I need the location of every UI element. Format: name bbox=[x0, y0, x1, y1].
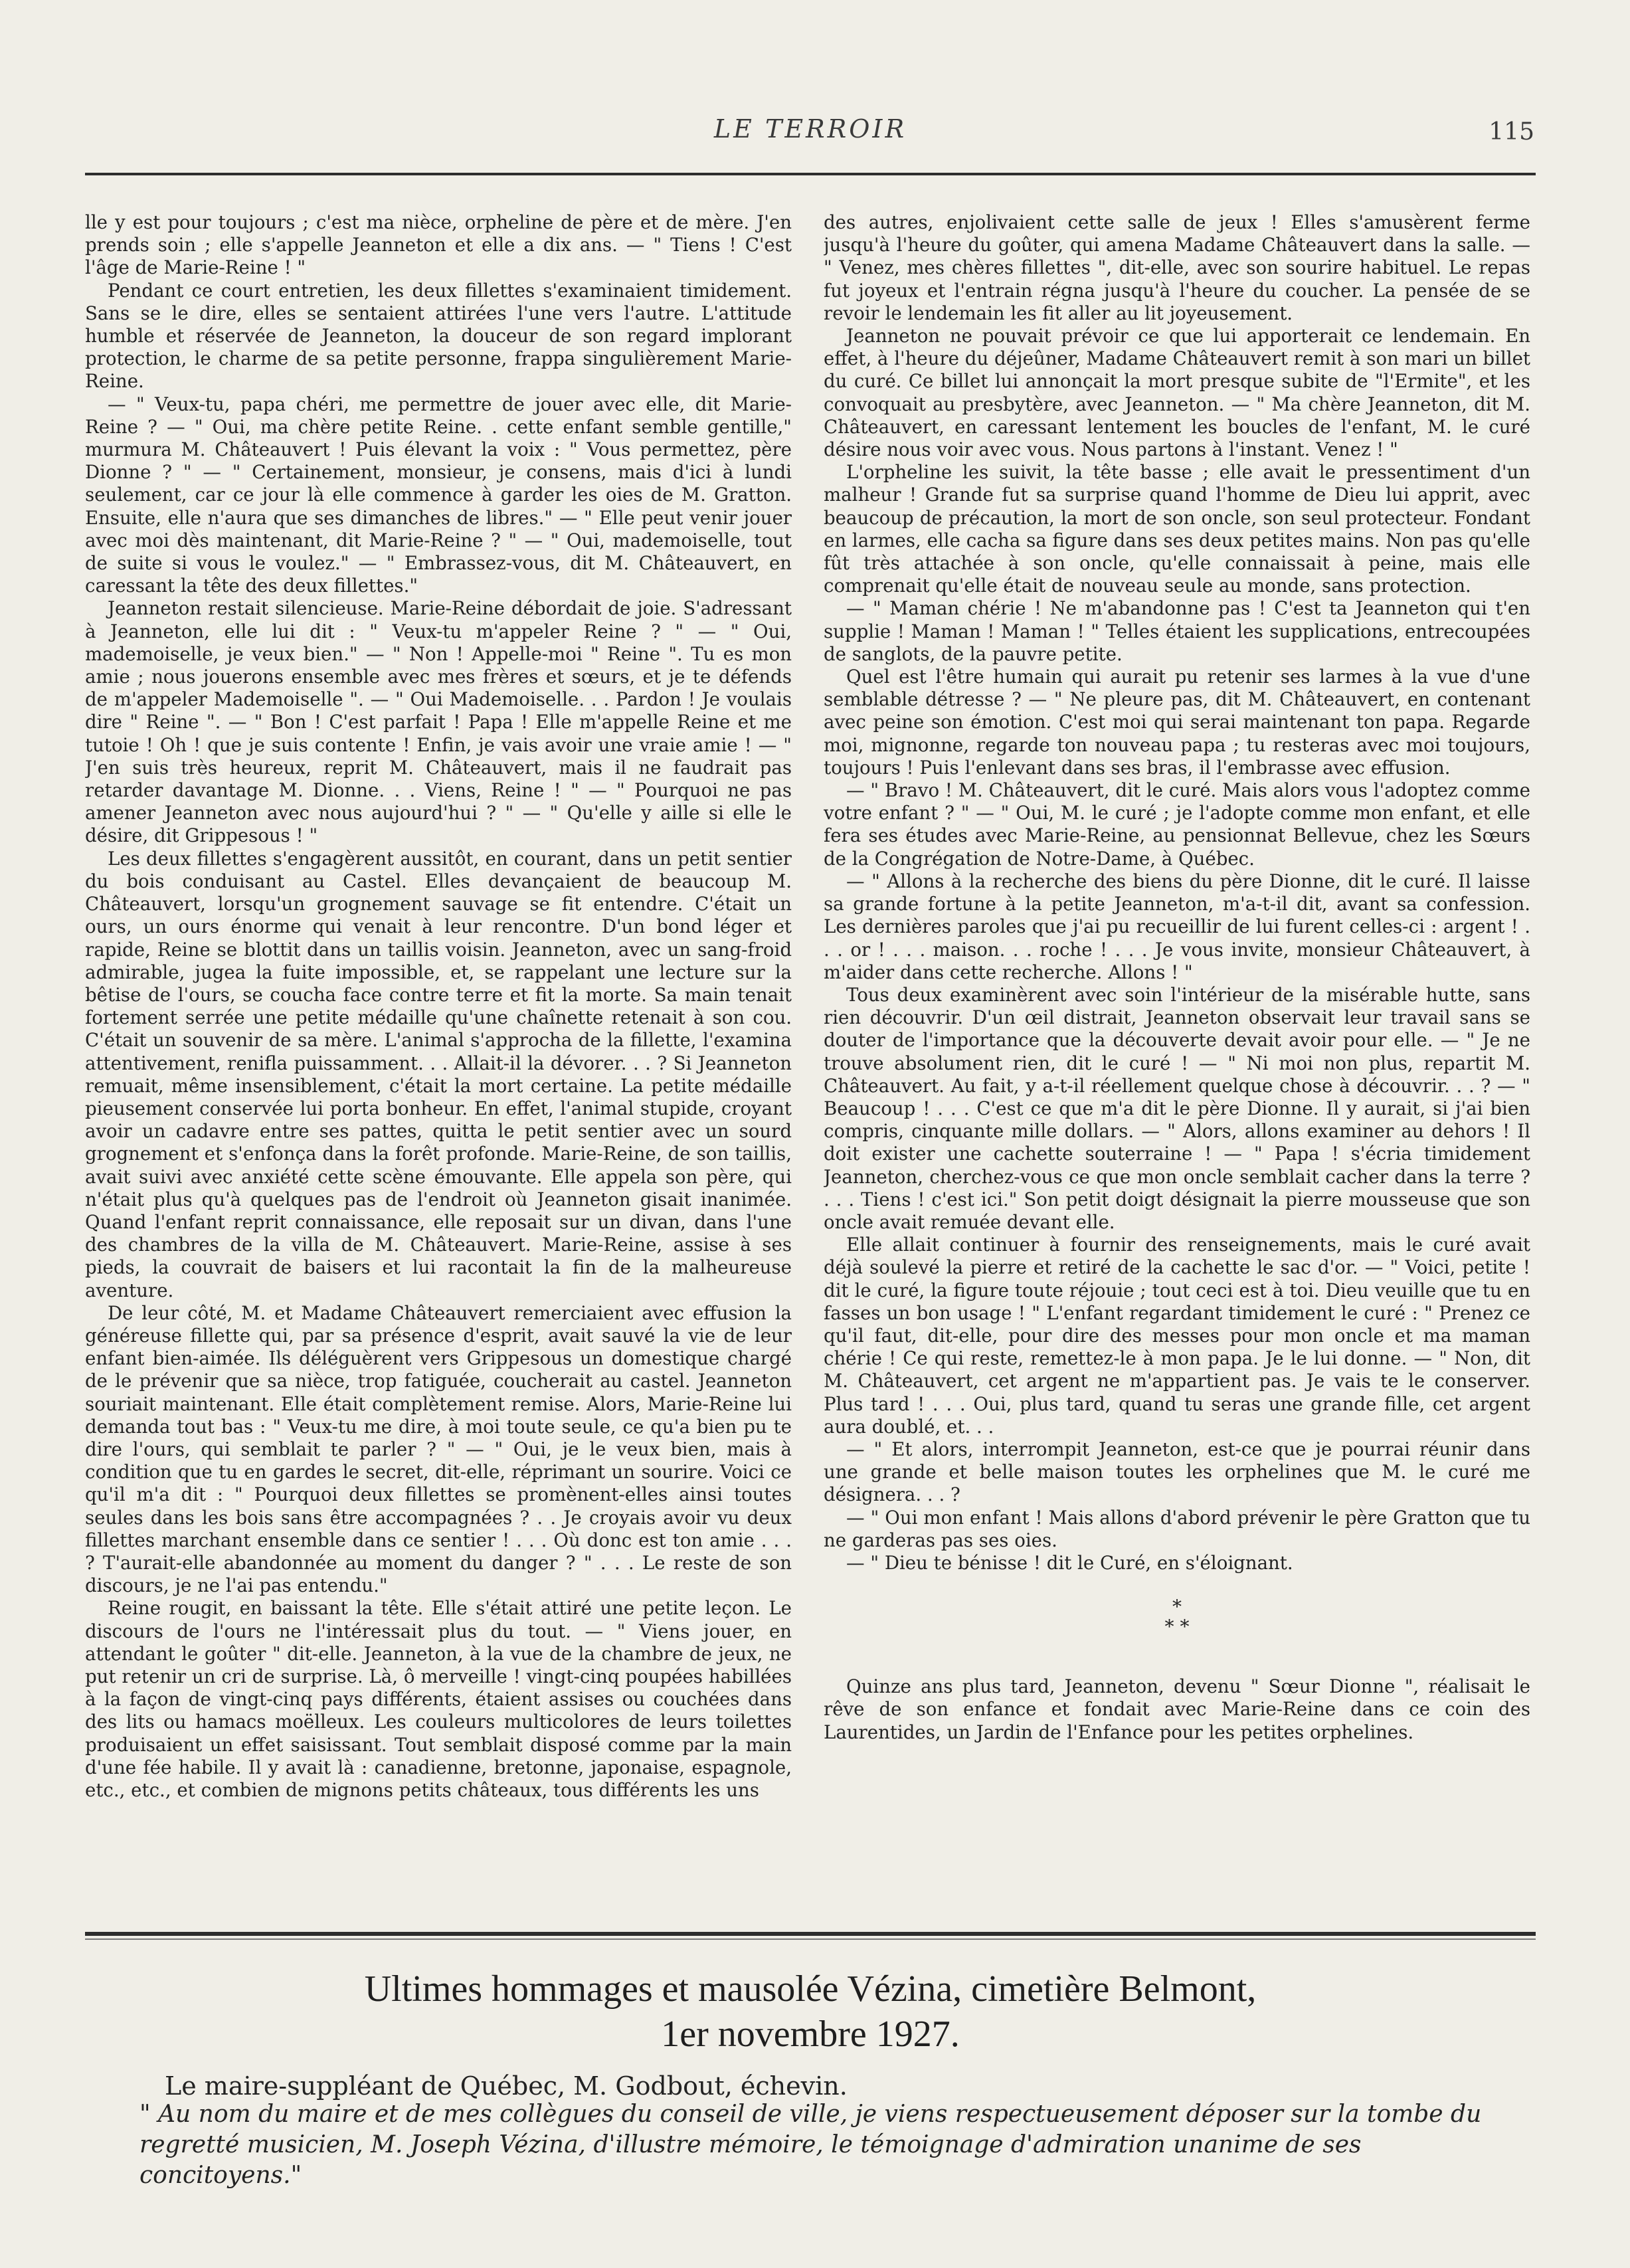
paragraph: Pendant ce court entretien, les deux fillettes s'examinaient timidement. Sans se le dire, elles se sentaient attirées l'une vers l'autre. L'attitude humble et réservée de Jeanneton, la douceur de son regard implorant protection, le charme de sa petite personne, frappa singulièrement Marie-Reine. bbox=[85, 279, 792, 393]
paragraph: — " Et alors, interrompit Jeanneton, est-ce que je pourrai réunir dans une grande et belle maison toutes les orphelines que M. le curé me désignera. . . ? bbox=[824, 1438, 1530, 1506]
memorial-speaker: Le maire-suppléant de Québec, M. Godbout, échevin. bbox=[165, 2071, 848, 2101]
left-column bbox=[85, 211, 792, 1925]
page-number: 115 bbox=[1489, 118, 1534, 145]
paragraph: lle y est pour toujours ; c'est ma nièce, orpheline de père et de mère. J'en prends soin ; elle s'appelle Jeanneton et elle a dix ans. — " Tiens ! C'est l'âge de Marie-Reine ! " bbox=[85, 211, 792, 279]
separator-stars-bottom: * * bbox=[1164, 1616, 1190, 1638]
separator-star-top: * bbox=[1172, 1596, 1182, 1618]
epilogue-paragraph: Quinze ans plus tard, Jeanneton, devenu " Sœur Dionne ", réalisait le rêve de son enfance et fondait avec Marie-Reine dans ce coin des Laurentides, un Jardin de l'Enfance pour les petites orphelines. bbox=[824, 1675, 1530, 1743]
paragraph: L'orpheline les suivit, la tête basse ; elle avait le pressentiment d'un malheur ! Grande fut sa surprise quand l'homme de Dieu lui apprit, avec beaucoup de précaution, la mort de son oncle, son seul protecteur. Fondant en larmes, elle cacha sa figure dans ses deux petites mains. Non pas qu'elle fût très attachée à son oncle, qu'elle connaissait à peine, mais elle comprenait qu'elle était de nouveau seule au monde, sans protection. bbox=[824, 461, 1530, 597]
paragraph: — " Dieu te bénisse ! dit le Curé, en s'éloignant. bbox=[846, 1551, 1293, 1574]
paragraph: Quel est l'être humain qui aurait pu retenir ses larmes à la vue d'une semblable détresse ? — " Ne pleure pas, dit M. Châteauvert, en contenant avec peine son émotion. C'est moi qui serai maintenant ton papa. Regarde moi, mignonne, regarde ton nouveau papa ; tu resteras avec moi toujours, toujours ! Puis l'enlevant dans ses bras, il l'embrasse avec effusion. bbox=[824, 666, 1530, 779]
page-header bbox=[86, 114, 1534, 154]
paragraph: Jeanneton restait silencieuse. Marie-Reine débordait de joie. S'adressant à Jeanneton, elle lui dit : " Veux-tu m'appeler Reine ? " — " Oui, mademoiselle, je veux bien." — " Non ! Appelle-moi " Reine ". Tu es mon amie ; nous jouerons ensemble avec mes frères et sœurs, et je te défends de m'appeler Mademoiselle ". — " Oui Mademoiselle. . . Pardon ! Je voulais dire " Reine ". — " Bon ! C'est parfait ! Papa ! Elle m'appelle Reine et me tutoie ! Oh ! que je suis contente ! Enfin, je vais avoir une vraie amie ! — " J'en suis très heureux, reprit M. Châteauvert, mais il ne faudrait pas retarder davantage M. Dionne. . . Viens, Reine ! " — " Pourquoi ne pas amener Jeanneton avec nous aujourd'hui ? " — " Qu'elle y aille si elle le désire, dit Grippesous ! " bbox=[85, 597, 792, 847]
running-title: LE TERROIR bbox=[713, 114, 907, 143]
paragraph: — " Oui mon enfant ! Mais allons d'abord prévenir le père Gratton que tu ne garderas pas ses oies. bbox=[824, 1506, 1530, 1551]
paragraph: Jeanneton ne pouvait prévoir ce que lui apporterait ce lendemain. En effet, à l'heure du déjeûner, Madame Châteauvert remit à son mari un billet du curé. Ce billet lui annonçait la mort presque subite de "l'Ermite", et les convoquait au presbytère, avec Jeanneton. — " Ma chère Jeanneton, dit M. Châteauvert, en caressant lentement les boucles de l'enfant, M. le curé désire nous voir avec vous. Nous partons à l'instant. Venez ! " bbox=[824, 325, 1530, 461]
section-rule bbox=[85, 1932, 1536, 1936]
memorial-title bbox=[85, 1966, 1536, 2057]
paragraph: — " Bravo ! M. Châteauvert, dit le curé. Mais alors vous l'adoptez comme votre enfant ? " — " Oui, M. le curé ; je l'adopte comme mon enfant, et elle fera ses études avec Marie-Reine, au pensionnat Bellevue, chez les Sœurs de la Congrégation de Notre-Dame, à Québec. bbox=[824, 779, 1530, 870]
paragraph: Reine rougit, en baissant la tête. Elle s'était attiré une petite leçon. Le discours de l'ours ne l'intéressait plus du tout. — " Viens jouer, en attendant le goûter " dit-elle. Jeanneton, à la vue de la chambre de jeux, ne put retenir un cri de surprise. Là, ô merveille ! vingt-cinq poupées habillées à la façon de vingt-cinq pays différents, étaient assises ou couchées dans des lits ou hamacs moëlleux. Les couleurs multicolores de leurs toilettes produisaient un effet saisissant. Tout semblait disposé comme par la main d'une fée habile. Il y avait là : canadienne, bretonne, japonaise, espagnole, etc., etc., et combien de mignons petits châteaux, tous différents les uns bbox=[85, 1597, 792, 1802]
section-rule-thin bbox=[85, 1938, 1536, 1940]
paragraph: Elle allait continuer à fournir des renseignements, mais le curé avait déjà soulevé la pierre et retiré de la cachette le sac d'or. — " Voici, petite ! dit le curé, la figure toute réjouie ; tout ceci est à toi. Dieu veuille que tu en fasses un bon usage ! " L'enfant regardant timidement le curé : " Prenez ce qu'il faut, dit-elle, pour dire des messes pour mon oncle et ma maman chérie ! Ce qui reste, remettez-le à mon papa. Je le lui donne. — " Non, dit M. Châteauvert, cet argent ne m'appartient pas. Je vais te le conserver. Plus tard ! . . . Oui, plus tard, quand tu seras une grande fille, cet argent aura doublé, et. . . bbox=[824, 1234, 1530, 1438]
paragraph: — " Veux-tu, papa chéri, me permettre de jouer avec elle, dit Marie-Reine ? — " Oui, ma chère petite Reine. . cette enfant semble gentille," murmura M. Châteauvert ! Puis élevant la voix : " Vous permettez, père Dionne ? " — " Certainement, monsieur, je consens, mais d'ici à lundi seulement, car ce jour là elle commence à garder les oies de M. Gratton. Ensuite, elle n'aura que ses dimanches de libres." — " Elle peut venir jouer avec moi dès maintenant, dit Marie-Reine ? " — " Oui, mademoiselle, tout de suite si vous le voulez." — " Embrassez-vous, dit M. Châteauvert, en caressant la tête des deux fillettes." bbox=[85, 393, 792, 597]
header-rule bbox=[85, 173, 1536, 175]
paragraph: des autres, enjolivaient cette salle de jeux ! Elles s'amusèrent ferme jusqu'à l'heure du goûter, qui amena Madame Châteauvert dans la salle. — " Venez, mes chères fillettes ", dit-elle, avec son sourire habituel. Le repas fut joyeux et l'entrain régna jusqu'à l'heure du coucher. La pensée de se revoir le lendemain les fit aller au lit joyeusement. bbox=[824, 211, 1530, 324]
memorial-quote: " Au nom du maire et de mes collègues du conseil de ville, je viens respectueusement déposer sur la tombe du regretté musicien, M. Joseph Vézina, d'illustre mémoire, le témoignage d'admiration unanime de ses concitoyens." bbox=[139, 2101, 1482, 2189]
paragraph: — " Allons à la recherche des biens du père Dionne, dit le curé. Il laisse sa grande fortune à la petite Jeanneton, m'a-t-il dit, avant sa confession. Les dernières paroles que j'ai pu recueillir de lui furent celles-ci : argent ! . . . or ! . . . maison. . . roche ! . . . Je vous invite, monsieur Châteauvert, à m'aider dans cette recherche. Allons ! " bbox=[824, 870, 1530, 983]
paragraph: — " Maman chérie ! Ne m'abandonne pas ! C'est ta Jeanneton qui t'en supplie ! Maman ! Maman ! " Telles étaient les supplications, entrecoupées de sanglots, de la pauvre petite. bbox=[824, 597, 1530, 665]
section-separator bbox=[824, 1597, 1530, 1637]
right-column bbox=[824, 211, 1530, 1925]
memorial-title-line-1: Ultimes hommages et mausolée Vézina, cimetière Belmont, bbox=[364, 1968, 1257, 2010]
paragraph: Les deux fillettes s'engagèrent aussitôt, en courant, dans un petit sentier du bois conduisant au Castel. Elles devançaient de beaucoup M. Châteauvert, lorsqu'un grognement sauvage se fit entendre. C'était un ours, un ours énorme qui venait à leur rencontre. D'un bond léger et rapide, Reine se blottit dans un taillis voisin. Jeanneton, avec un sang-froid admirable, jugea la fuite impossible, et, se rappelant une lecture sur la bêtise de l'ours, se coucha face contre terre et fit la morte. Sa main tenait fortement serrée une petite médaille qu'une chaînette retenait à son cou. C'était un souvenir de sa mère. L'animal s'approcha de la fillette, l'examina attentivement, renifla puissamment. . . Allait-il la dévorer. . . ? Si Jeanneton remuait, même insensiblement, c'était la mort certaine. La petite médaille pieusement conservée lui porta bonheur. En effet, l'animal stupide, croyant avoir un cadavre entre ses pattes, quitta le petit sentier avec un sourd grognement et s'enfonça dans la forêt profonde. Marie-Reine, de son taillis, avait suivi avec anxiété cette scène émouvante. Elle appela son père, qui n'était plus qu'à quelques pas de l'endroit où Jeanneton gisait inanimée. Quand l'enfant reprit connaissance, elle reposait sur un divan, dans l'une des chambres de la villa de M. Châteauvert. Marie-Reine, assise à ses pieds, la couvrait de baisers et lui racontait la fin de la malheureuse aventure. bbox=[85, 847, 792, 1301]
paragraph: De leur côté, M. et Madame Châteauvert remerciaient avec effusion la généreuse fillette qui, par sa présence d'esprit, avait sauvé la vie de leur enfant bien-aimée. Ils déléguèrent vers Grippesous un domestique chargé de le prévenir que sa nièce, trop fatiguée, coucherait au castel. Jeanneton souriait maintenant. Elle était complètement remise. Alors, Marie-Reine lui demanda tout bas : " Veux-tu me dire, à moi toute seule, ce qu'a bien pu te dire l'ours, qui semblait te parler ? " — " Oui, je le veux bien, mais à condition que tu en gardes le secret, dit-elle, réprimant un sourire. Voici ce qu'il m'a dit : " Pourquoi deux fillettes se promènent-elles ainsi toutes seules dans les bois sans être accompagnées ? . . Je croyais avoir vu deux fillettes marchant ensemble dans ce sentier ! . . . Où donc est ton amie . . . ? T'aurait-elle abandonnée au moment du danger ? " . . . Le reste de son discours, je ne l'ai pas entendu." bbox=[85, 1301, 792, 1597]
paragraph: Tous deux examinèrent avec soin l'intérieur de la misérable hutte, sans rien découvrir. D'un œil distrait, Jeanneton observait leur travail sans se douter de l'importance que la découverte devait avoir pour elle. — " Je ne trouve absolument rien, dit le curé ! — " Ni moi non plus, repartit M. Châteauvert. Au fait, y a-t-il réellement quelque chose à découvrir. . . ? — " Beaucoup ! . . . C'est ce que m'a dit le père Dionne. Il y aurait, si j'ai bien compris, cinquante mille dollars. — " Alors, allons examiner au dehors ! Il doit exister une cachette souterraine ! — " Papa ! s'écria timidement Jeanneton, cherchez-vous ce que mon oncle semblait cacher dans la terre ? . . . Tiens ! c'est ici." Son petit doigt désignait la pierre mousseuse que son oncle avait remuée devant elle. bbox=[824, 983, 1530, 1233]
memorial-title-line-2: 1er novembre 1927. bbox=[661, 2014, 960, 2055]
